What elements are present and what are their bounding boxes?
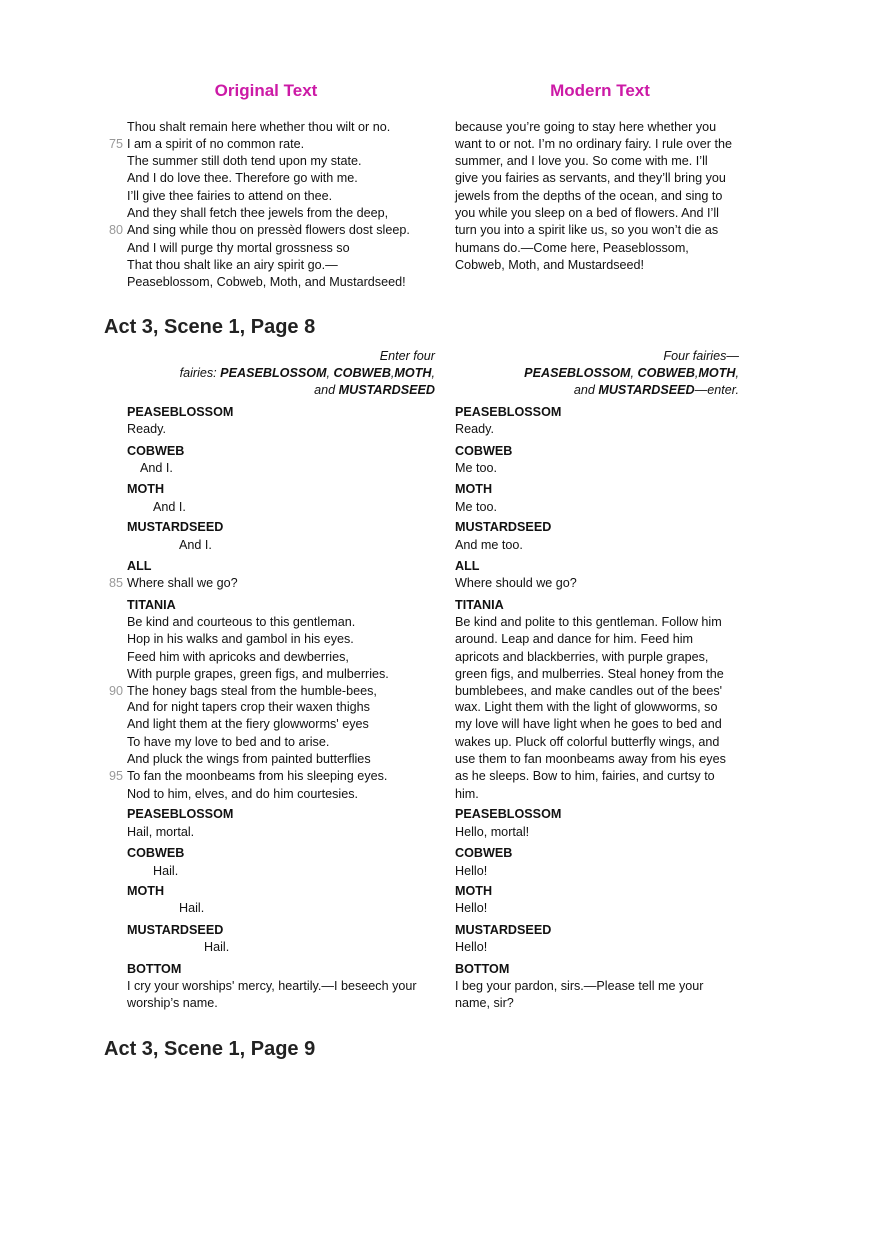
original-text-header: Original Text: [214, 81, 318, 100]
stage-text: ,: [735, 366, 739, 380]
modern-line: Hello!: [455, 864, 488, 878]
modern-line: Cobweb, Moth, and Mustardseed!: [455, 258, 645, 272]
stage-text: ,: [326, 366, 334, 380]
original-line: Nod to him, elves, and do him courtesies.: [127, 787, 358, 801]
speaker-name: TITANIA: [127, 598, 176, 612]
modern-line: apricots and blackberries, with purple grapes,: [455, 650, 709, 664]
original-line: Hail.: [153, 864, 179, 878]
stage-line: [524, 365, 739, 382]
modern-line: around. Leap and dance for him. Feed him: [455, 632, 694, 646]
speaker-name: COBWEB: [127, 846, 185, 860]
stage-character: MUSTARDSEED: [338, 383, 435, 397]
stage-direction-original: [180, 348, 435, 399]
section-heading: Act 3, Scene 1, Page 8: [104, 316, 316, 338]
line-number: 95: [108, 769, 123, 783]
modern-line: wakes up. Pluck off colorful butterfly wings, and: [455, 735, 720, 749]
speaker-name: MOTH: [127, 884, 165, 898]
speaker-name: PEASEBLOSSOM: [127, 807, 234, 821]
original-line: With purple grapes, green figs, and mulberries.: [127, 667, 389, 681]
speaker-name: BOTTOM: [455, 962, 510, 976]
modern-line: because you’re going to stay here whether you: [455, 120, 717, 134]
stage-line: Enter four: [379, 349, 435, 363]
original-line: I cry your worships' mercy, heartily.—I beseech your: [127, 979, 417, 993]
modern-line: name, sir?: [455, 996, 514, 1010]
speaker-name: ALL: [455, 559, 480, 573]
original-line: I am a spirit of no common rate.: [127, 137, 305, 151]
stage-line: Four fairies—: [663, 349, 739, 363]
original-line: And they shall fetch thee jewels from the deep,: [127, 206, 389, 220]
modern-line: Me too.: [455, 500, 497, 514]
original-line: To have my love to bed and to arise.: [127, 735, 330, 749]
modern-line: Me too.: [455, 461, 497, 475]
speaker-name: MUSTARDSEED: [455, 923, 552, 937]
modern-line: humans do.—Come here, Peaseblossom,: [455, 241, 689, 255]
original-line: And I do love thee. Therefore go with me.: [127, 171, 358, 185]
original-line: Hail.: [179, 901, 205, 915]
speaker-name: MOTH: [127, 482, 165, 496]
modern-line: use them to fan moonbeams away from his eyes: [455, 752, 726, 766]
speaker-name: MOTH: [455, 482, 493, 496]
stage-character: MUSTARDSEED: [598, 383, 695, 397]
original-line: Ready.: [127, 422, 166, 436]
line-number: 85: [108, 576, 123, 590]
original-line: That thou shalt like an airy spirit go.—: [127, 258, 338, 272]
line-number: 80: [108, 223, 123, 237]
stage-text: and: [314, 383, 339, 397]
modern-line: give you fairies as servants, and they’ll bring you: [455, 171, 726, 185]
original-line: And light them at the fiery glowworms' eyes: [127, 717, 369, 731]
speaker-name: PEASEBLOSSOM: [455, 405, 562, 419]
original-line: Feed him with apricoks and dewberries,: [127, 650, 349, 664]
original-line: And I will purge thy mortal grossness so: [127, 241, 350, 255]
section-heading: Act 3, Scene 1, Page 9: [104, 1038, 316, 1060]
speaker-name: BOTTOM: [127, 962, 182, 976]
modern-line: you while you sleep on a bed of flowers. And I’ll: [455, 206, 719, 220]
modern-line: Hello, mortal!: [455, 825, 530, 839]
stage-character: COBWEB: [637, 366, 695, 380]
original-line: Hop in his walks and gambol in his eyes.: [127, 632, 354, 646]
original-line: The summer still doth tend upon my state.: [127, 154, 362, 168]
speaker-name: ALL: [127, 559, 152, 573]
original-line: Hail, mortal.: [127, 825, 195, 839]
stage-line: [180, 382, 435, 399]
speaker-name: COBWEB: [455, 444, 513, 458]
stage-character: MOTH: [394, 366, 432, 380]
modern-line: I beg your pardon, sirs.—Please tell me your: [455, 979, 704, 993]
stage-character: MOTH: [698, 366, 736, 380]
speaker-name: PEASEBLOSSOM: [127, 405, 234, 419]
original-line: And pluck the wings from painted butterflies: [127, 752, 371, 766]
original-line: To fan the moonbeams from his sleeping eyes.: [127, 769, 388, 783]
original-line: Peaseblossom, Cobweb, Moth, and Mustardseed!: [127, 275, 406, 289]
modern-text-header: Modern Text: [550, 81, 650, 100]
stage-text: ,: [431, 366, 435, 380]
modern-line: turn you into a spirit like us, so you won’t die as: [455, 223, 719, 237]
original-line: worship’s name.: [127, 996, 218, 1010]
line-number: 75: [108, 137, 123, 151]
line-number: 90: [108, 684, 123, 698]
original-line: And I.: [179, 538, 212, 552]
original-line: And I.: [140, 461, 173, 475]
stage-text: fairies:: [179, 366, 221, 380]
modern-line: Hello!: [455, 901, 488, 915]
modern-line: my love will have light when he goes to bed and: [455, 717, 722, 731]
speaker-name: TITANIA: [455, 598, 504, 612]
modern-line: And me too.: [455, 538, 523, 552]
speaker-name: MUSTARDSEED: [127, 923, 224, 937]
original-line: Be kind and courteous to this gentleman.: [127, 615, 356, 629]
speaker-name: COBWEB: [455, 846, 513, 860]
modern-line: green figs, and mulberries. Steal honey from the: [455, 667, 724, 681]
stage-line: [524, 382, 739, 399]
speaker-name: MOTH: [455, 884, 493, 898]
modern-line: Be kind and polite to this gentleman. Follow him: [455, 615, 722, 629]
original-line: Hail.: [204, 940, 230, 954]
stage-text: ,: [630, 366, 638, 380]
stage-line: [180, 365, 435, 382]
stage-character: PEASEBLOSSOM: [220, 366, 327, 380]
modern-line: Ready.: [455, 422, 494, 436]
modern-line: summer, and I love you. So come with me. I’ll: [455, 154, 708, 168]
original-line: And sing while thou on pressèd flowers dost sleep.: [127, 223, 410, 237]
speaker-name: MUSTARDSEED: [455, 520, 552, 534]
original-line: Thou shalt remain here whether thou wilt or no.: [127, 120, 391, 134]
stage-text: ,: [694, 366, 699, 380]
original-line: Where shall we go?: [127, 576, 238, 590]
original-line: The honey bags steal from the humble-bees,: [127, 684, 377, 698]
modern-line: him.: [455, 787, 479, 801]
modern-line: Hello!: [455, 940, 488, 954]
stage-text: ,: [390, 366, 395, 380]
modern-line: Where should we go?: [455, 576, 577, 590]
stage-text: and: [573, 383, 599, 397]
original-line: I’ll give thee fairies to attend on thee.: [127, 189, 333, 203]
stage-character: COBWEB: [333, 366, 391, 380]
speaker-name: MUSTARDSEED: [127, 520, 224, 534]
speaker-name: PEASEBLOSSOM: [455, 807, 562, 821]
original-line: And I.: [153, 500, 186, 514]
modern-line: as he sleeps. Bow to him, fairies, and curtsy to: [455, 769, 715, 783]
stage-character: PEASEBLOSSOM: [524, 366, 631, 380]
modern-line: jewels from the depths of the ocean, and sing to: [455, 189, 723, 203]
stage-text: —enter.: [694, 383, 739, 397]
stage-direction-modern: [524, 348, 739, 399]
modern-line: bumblebees, and make candles out of the bees': [455, 684, 723, 698]
modern-line: wax. Light them with the light of glowworms, so: [455, 700, 718, 714]
original-line: And for night tapers crop their waxen thighs: [127, 700, 370, 714]
speaker-name: COBWEB: [127, 444, 185, 458]
modern-line: want to or not. I’m no ordinary fairy. I rule over the: [455, 137, 732, 151]
